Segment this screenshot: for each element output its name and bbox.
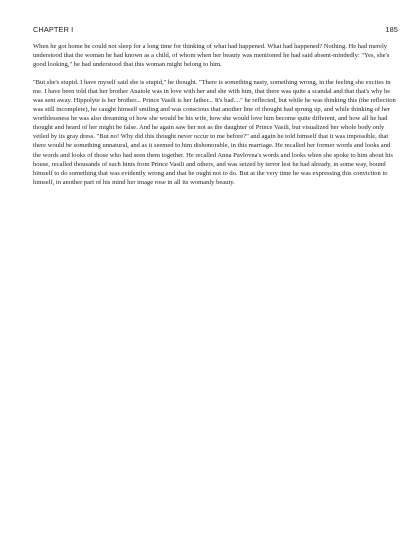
page-header (33, 25, 398, 37)
chapter-title: CHAPTER I (33, 25, 74, 34)
body-text (33, 42, 398, 196)
paragraph-2: "But she's stupid. I have myself said she is stupid," he thought. "There is something nasty, something wrong, in the feeling she excites in me. I have been told that her brother Anatole was in love with her and she with him, that there was quite a scandal and that that's why he was sent away. Hippolyte is her brother... Prince Vasili is her father... It's bad...." he reflected, but while he was thinking this (the reflection was still incomplete), he caught himself smiling and was conscious that another line of thought had sprung up, and while thinking of her worthlessness he was also dreaming of how she would be his wife, how she would love him become quite different, and how all he had thought and heard of her might be false. And he again saw her not as the daughter of Prince Vasili, but visualized her whole body only veiled by its gray dress. "But no! Why did this thought never occur to me before?" and again he told himself that it was impossible, that there would be something unnatural, and as it seemed to him dishonorable, in this marriage. He recalled her former words and looks and the words and looks of those who had seen them together. He recalled Anna Pavlovna's words and looks when she spoke to him about his house, recalled thousands of such hints from Prince Vasili and others, and was seized by terror lest he had already, in some way, bound himself to do something that was evidently wrong and that he ought not to do. But at the very time he was expressing this conviction to himself, in another part of his mind her image rose in all its womanly beauty. (33, 79, 396, 186)
paragraph-1: When he got home he could not sleep for a long time for thinking of what had happened. What had happened? Nothing. He had merely understood that the woman he had known as a child, of whom when her beauty was mentioned he had said absent-mindedly: "Yes, she's good looking," he had understood that this woman might belong to him. (33, 43, 390, 69)
page-number: 185 (385, 25, 398, 34)
